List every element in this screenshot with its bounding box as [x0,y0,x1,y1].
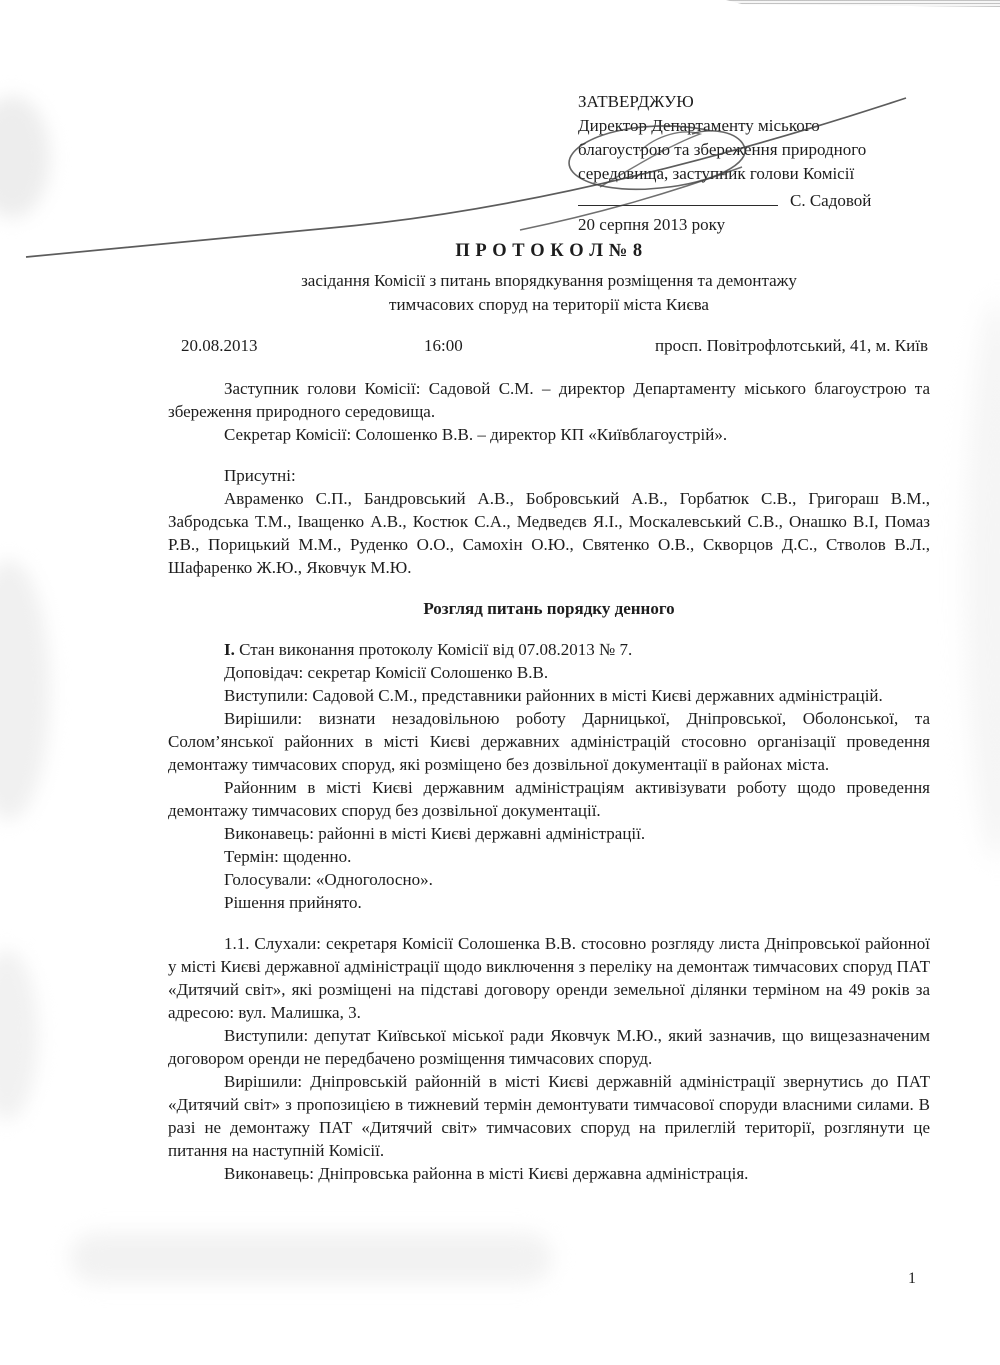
agenda-item-1-text: Стан виконання протоколу Комісії від 07.08.2013 № 7. [234,640,633,659]
rapporteur-line: Доповідач: секретар Комісії Солошенко В.В. [224,663,549,682]
speakers-paragraph-2: Виступили: депутат Київської міської ради Яковчук М.Ю., який зазначив, що вищезазначеним договором оренди не передбачено розміщення тимчасових споруд. [168,1026,930,1068]
decision-paragraph-2: Вирішили: Дніпровській районній в місті Києві державній адміністрації звернутись до ПАТ «Дитячий світ» з пропозицією в тижневий термін демонтувати тимчасової споруди власними силами. В разі не демонтажу ПАТ «Дитячий світ» тимчасових споруд на прилеглій території, розглянути це питання на наступній Комісії. [168,1072,930,1160]
agenda-item-1-marker: I. [224,640,235,659]
agenda-item-1-heading [168,638,930,661]
signer-name: С. Садовой [790,191,872,210]
signature-row [578,188,933,213]
scan-artifact-blob-left-top [0,96,50,218]
secretary-paragraph: Секретар Комісії: Солошенко В.В. – директор КП «Київблагоустрій». [224,425,728,444]
item-1-1-paragraph: 1.1. Слухали: секретаря Комісії Солошенка В.В. стосовно розгляду листа Дніпровської районної у місті Києві державної адміністрації щодо виключення з переліку на демонтаж тимчасових споруд ПАТ «Дитячий світ», які розміщені на підставі договору оренди земельної ділянки терміном на 49 років за адресою: вул. Малишка, 3. [168,934,930,1022]
meeting-time: 16:00 [424,336,463,355]
vote-line: Голосували: «Одноголосно». [224,870,433,889]
deputy-head-paragraph: Заступник голови Комісії: Садовой С.М. – директор Департаменту міського благоустрою та збереження природного середовища. [168,379,930,421]
scan-artifact-blob-left-middle [0,560,50,820]
title-block [168,241,930,317]
agenda-heading: Розгляд питань порядку денного [423,599,675,618]
present-label: Присутні: [224,466,296,485]
meeting-date: 20.08.2013 [181,336,258,355]
scan-artifact-band-bottom [70,1233,552,1283]
signature-blank-line [578,188,778,206]
scan-artifact-top-scratch [726,0,1000,7]
protocol-title: П Р О Т О К О Л № 8 [455,241,643,261]
meeting-location: просп. Повітрофлотський, 41, м. Київ [654,336,928,355]
document-body [168,377,930,1185]
scan-artifact-blob-left-lower [0,950,38,1120]
page-number: 1 [908,1270,916,1287]
scan-artifact-shade-right [966,300,1000,860]
executor-line-1: Виконавець: районні в місті Києві державні адміністрації. [224,824,646,843]
decision-accepted-line: Рішення прийнято. [224,893,362,912]
decision-paragraph-1: Вирішили: визнати незадовільною роботу Дарницької, Дніпровської, Оболонської, та Солом’янської районних в місті Києві державних адміністрацій стосовно організації проведення демонтажу тимчасових споруд, які розміщено без дозвільної документації в районах міста. [168,709,930,774]
attendees-paragraph: Авраменко С.П., Бандровський А.В., Бобровський А.В., Горбатюк С.В., Григораш В.М., Забродська Т.М., Іващенко А.В., Костюк С.А., Медведєв Я.І., Москалевський С.В., Онашко В.І, Помаз Р.В., Порицький М.М., Руденко О.О., Самохін О.Ю., Святенко О.В., Скворцов Д.С., Стволов В.Л., Шафаренко Ж.Ю., Яковчук М.Ю. [168,489,930,577]
protocol-subtitle-2: тимчасових споруд на території міста Києва [389,295,709,314]
district-action-paragraph: Районним в місті Києві державним адміністраціям активізувати роботу щодо проведення демонтажу тимчасових споруд без дозвільної документації. [168,778,930,820]
meta-row [168,336,930,358]
approval-date: 20 серпня 2013 року [578,215,726,234]
approval-line-1: Директор Департаменту міського [578,116,820,135]
speakers-paragraph-1: Виступили: Садовой С.М., представники районних в місті Києві державних адміністрацій. [224,686,883,705]
approval-label: ЗАТВЕРДЖУЮ [578,92,694,111]
approval-line-2: благоустрою та збереження природного [578,140,867,159]
term-line: Термін: щоденно. [224,847,352,866]
protocol-subtitle-1: засідання Комісії з питань впорядкування розміщення та демонтажу [301,271,797,290]
approval-line-3: середовища, заступник голови Комісії [578,164,855,183]
approval-block [578,90,933,237]
executor-line-2: Виконавець: Дніпровська районна в місті Києві державна адміністрація. [224,1164,749,1183]
